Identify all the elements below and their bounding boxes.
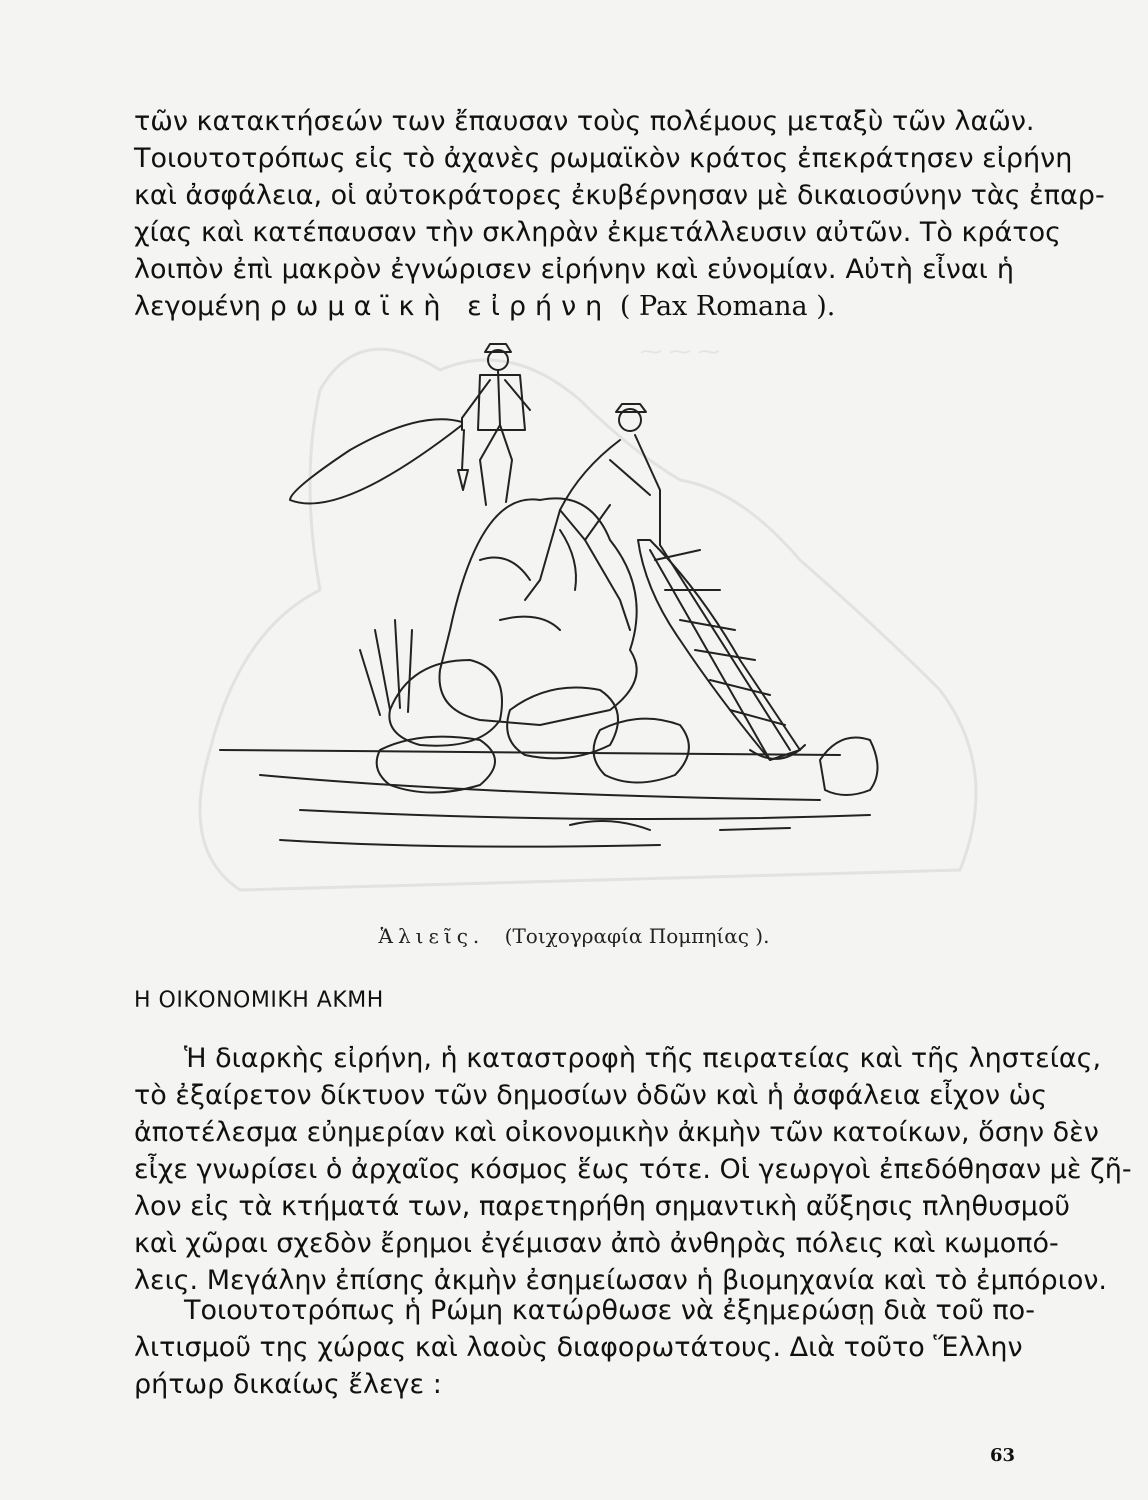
figure-caption bbox=[0, 924, 1148, 948]
spaced-term: ρωμαϊκὴ εἰρήνη bbox=[269, 291, 612, 322]
text-line: τῶν κατακτήσεών των ἔπαυσαν τοὺς πολέμους μεταξὺ τῶν λαῶν. bbox=[134, 106, 1035, 137]
text-line: λον εἰς τὰ κτήματά των, παρετηρήθη σημαντικὴ αὔξησις πληθυσμοῦ bbox=[134, 1191, 1071, 1222]
paragraph-pax-romana bbox=[134, 103, 1105, 325]
text-line: Τοιουτοτρόπως ἡ Ρώμη κατώρθωσε νὰ ἐξημερώσῃ διὰ τοῦ πο- bbox=[184, 1295, 1035, 1326]
text-line: Ἡ διαρκὴς εἰρήνη, ἡ καταστροφὴ τῆς πειρατείας καὶ τῆς ληστείας, bbox=[184, 1043, 1102, 1074]
page-number: 63 bbox=[990, 1445, 1016, 1466]
fishermen-illustration bbox=[180, 330, 1040, 920]
text-line: λεις. Μεγάλην ἐπίσης ἀκμὴν ἐσημείωσαν ἡ βιομηχανία καὶ τὸ ἐμπόριον. bbox=[134, 1265, 1108, 1296]
show-through-text: ⁓ ⁓ ⁓ bbox=[640, 340, 720, 365]
text-line: καὶ χῶραι σχεδὸν ἔρημοι ἐγέμισαν ἀπὸ ἀνθηρὰς πόλεις καὶ κωμοπό- bbox=[134, 1228, 1059, 1259]
text-line: λιτισμοῦ της χώρας καὶ λαοὺς διαφορωτάτους. Διὰ τοῦτο Ἕλλην bbox=[134, 1332, 1023, 1363]
latin-term: ( Pax Romana ). bbox=[619, 291, 836, 322]
text-line: ἀποτέλεσμα εὐημερίαν καὶ οἰκονομικὴν ἀκμὴν τῶν κατοίκων, ὅσην δὲν bbox=[134, 1117, 1099, 1148]
caption-title: Ἁλιεῖς. bbox=[378, 924, 485, 948]
caption-source: (Τοιχογραφία Πομπηίας ). bbox=[504, 924, 770, 948]
text-line: χίας καὶ κατέπαυσαν τὴν σκληρὰν ἐκμετάλλευσιν αὐτῶν. Τὸ κράτος bbox=[134, 217, 1061, 248]
text-line: Τοιουτοτρόπως εἰς τὸ ἀχανὲς ρωμαϊκὸν κράτος ἐπεκράτησεν εἰρήνη bbox=[134, 143, 1073, 174]
text-line: καὶ ἀσφάλεια, οἱ αὐτοκράτορες ἐκυβέρνησαν μὲ δικαιοσύνην τὰς ἐπαρ- bbox=[134, 180, 1105, 211]
section-heading: Η ΟΙΚΟΝΟΜΙΚΗ ΑΚΜΗ bbox=[134, 988, 384, 1013]
text-line: λοιπὸν ἐπὶ μακρὸν ἐγνώρισεν εἰρήνην καὶ εὐνομίαν. Αὐτὴ εἶναι ἡ bbox=[134, 254, 1014, 285]
text-line: τὸ ἐξαίρετον δίκτυον τῶν δημοσίων ὁδῶν καὶ ἡ ἀσφάλεια εἶχον ὡς bbox=[134, 1080, 1048, 1111]
paragraph-civilization bbox=[134, 1292, 1035, 1403]
text-line: εἶχε γνωρίσει ὁ ἀρχαῖος κόσμος ἕως τότε. Οἱ γεωργοὶ ἐπεδόθησαν μὲ ζῆ- bbox=[134, 1154, 1132, 1185]
text-line: ρήτωρ δικαίως ἔλεγε : bbox=[134, 1369, 442, 1400]
paragraph-economic-prosperity bbox=[134, 1040, 1132, 1299]
text-fragment: λεγομένη bbox=[134, 291, 262, 322]
text-line-last bbox=[134, 288, 1014, 325]
